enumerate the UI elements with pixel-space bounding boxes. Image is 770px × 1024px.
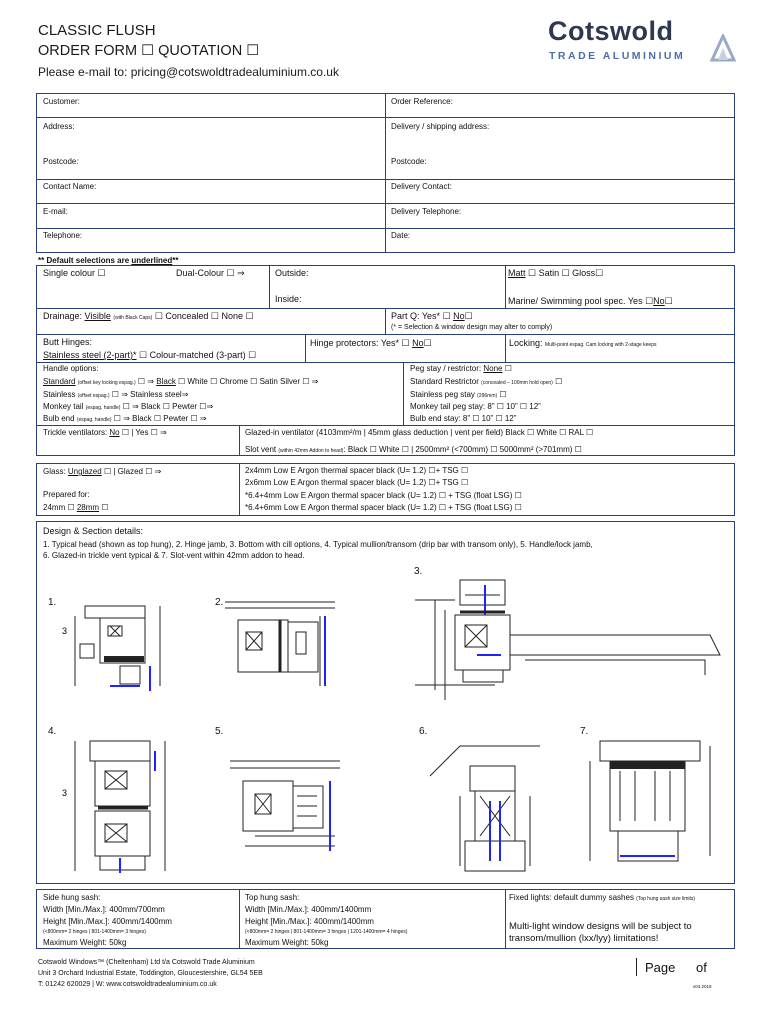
delivery-address-field[interactable]: Delivery / shipping address:	[391, 122, 490, 131]
marine-spec-option[interactable]: Marine/ Swimming pool spec. Yes ☐No☐	[508, 296, 673, 306]
design-caption-line-1: 1. Typical head (shown as top hung), 2. Hinge jamb, 3. Bottom with cill options, 4. Typical mullion/transom (drip bar with transom only), 5. Handle/lock jamb,	[43, 540, 593, 549]
delivery-postcode-field[interactable]: Postcode:	[391, 157, 427, 166]
peg-stay-title[interactable]: Peg stay / restrictor: None ☐	[410, 364, 512, 373]
section-drawing-bottom-cill	[405, 575, 725, 705]
design-section-title: Design & Section details:	[43, 526, 144, 536]
version-label: v04.2018	[693, 984, 712, 989]
page-of-label: of	[696, 960, 707, 975]
side-hung-weight: Maximum Weight: 50kg	[43, 938, 127, 947]
side-hung-hinges: (<800mm= 2 hinges | 801-1400mm= 3 hinges)	[43, 929, 146, 935]
handle-bulb-end-option[interactable]: Bulb end (espag. handle) ☐ ⇒ Black ☐ Pewter ☐ ⇒	[43, 414, 207, 423]
butt-hinges-options[interactable]: Stainless steel (2-part)* ☐ Colour-matched (3-part) ☐	[43, 350, 257, 360]
logo-tagline: TRADE ALUMINIUM	[549, 50, 686, 62]
email-field[interactable]: E-mail:	[43, 207, 68, 216]
dual-colour-option[interactable]: Dual-Colour ☐ ⇒	[176, 268, 245, 278]
top-hung-hinges: (<800mm= 2 hinges | 801-1400mm= 3 hinges | 1201-1400mm= 4 hinges)	[245, 929, 408, 935]
multi-light-warning: Multi-light window designs will be subject to transom/mullion (lxx/lyy) limitations!	[509, 921, 692, 944]
prepared-for-label: Prepared for:	[43, 490, 90, 499]
section-drawing-lock-jamb	[225, 736, 350, 876]
section-number: 2.	[215, 597, 224, 608]
glass-option[interactable]: 2x4mm Low E Argon thermal spacer black (U= 1.2) ☐+ TSG ☐	[245, 466, 469, 475]
slot-vent-option[interactable]: Slot vent (within 42mm Addon to head): Black ☐ White ☐ | 2500mm² (<700mm) ☐ 5000mm² (>701mm) ☐	[245, 445, 582, 454]
handle-options-title: Handle options:	[43, 364, 99, 373]
stainless-peg-stay-option[interactable]: Stainless peg stay (296mm) ☐	[410, 390, 507, 399]
svg-text:3: 3	[62, 626, 68, 636]
section-drawing-mullion	[60, 736, 185, 876]
delivery-contact-field[interactable]: Delivery Contact:	[391, 182, 452, 191]
fixed-lights-note: Fixed lights: default dummy sashes (Top hung sash size limits)	[509, 893, 696, 902]
order-reference-field[interactable]: Order Reference:	[391, 97, 453, 106]
glass-option[interactable]: *6.4+6mm Low E Argon thermal spacer black (U= 1.2) ☐ + TSG (float LSG) ☐	[245, 503, 522, 512]
section-number: 5.	[215, 726, 224, 737]
side-hung-title: Side hung sash:	[43, 893, 101, 902]
inside-colour-field[interactable]: Inside:	[275, 294, 302, 304]
page-title: CLASSIC FLUSH	[38, 22, 156, 39]
footer-company: Cotswold Windows™ (Cheltenham) Ltd t/a Cotswold Trade Aluminium	[38, 959, 255, 966]
form-type[interactable]: ORDER FORM ☐ QUOTATION ☐	[38, 43, 260, 59]
section-number: 1.	[48, 597, 57, 608]
svg-text:3: 3	[62, 788, 68, 798]
locking-info: Locking: Multi-point espag. Cam locking with 2-stage keeps	[509, 338, 657, 348]
handle-monkey-tail-option[interactable]: Monkey tail (espag. handle) ☐ ⇒ Black ☐ Pewter ☐⇒	[43, 402, 214, 411]
side-hung-width: Width [Min./Max.]: 400mm/700mm	[43, 905, 165, 914]
glass-options[interactable]: Glass: Unglazed ☐ | Glazed ☐ ⇒	[43, 467, 162, 476]
trickle-ventilators-option[interactable]: Trickle ventilators: No ☐ | Yes ☐ ⇒	[43, 428, 167, 437]
top-hung-width: Width [Min./Max.]: 400mm/1400mm	[245, 905, 372, 914]
design-caption-line-2: 6. Glazed-in trickle vent typical & 7. Slot-vent within 42mm addon to head.	[43, 551, 305, 560]
page-label: Page	[645, 960, 676, 975]
section-number: 7.	[580, 726, 589, 737]
section-number: 6.	[419, 726, 428, 737]
email-instruction: Please e-mail to: pricing@cotswoldtradealuminium.co.uk	[38, 65, 339, 79]
finish-options[interactable]: Matt ☐ Satin ☐ Gloss☐	[508, 268, 604, 278]
date-field[interactable]: Date:	[391, 231, 411, 240]
outside-colour-field[interactable]: Outside:	[275, 268, 309, 278]
postcode-field[interactable]: Postcode:	[43, 157, 79, 166]
section-number: 4.	[48, 726, 57, 737]
glass-thickness-options[interactable]: 24mm ☐ 28mm ☐	[43, 503, 109, 512]
glass-option[interactable]: 2x6mm Low E Argon thermal spacer black (U= 1.2) ☐+ TSG ☐	[245, 478, 469, 487]
drainage-options[interactable]: Drainage: Visible (with Black Caps) ☐ Concealed ☐ None ☐	[43, 311, 254, 321]
top-hung-weight: Maximum Weight: 50kg	[245, 938, 329, 947]
top-hung-title: Top hung sash:	[245, 893, 300, 902]
footer-address: Unit 3 Orchard Industrial Estate, Toddington, Gloucestershire, GL54 5EB	[38, 970, 263, 977]
part-q-option[interactable]: Part Q: Yes* ☐ No☐	[391, 311, 473, 321]
section-drawing-slot-vent	[580, 736, 720, 876]
standard-restrictor-option[interactable]: Standard Restrictor (concealed – 100mm hold open) ☐	[410, 377, 563, 386]
butt-hinges-label: Butt Hinges:	[43, 337, 93, 347]
side-hung-height: Height [Min./Max.]: 400mm/1400mm	[43, 917, 172, 926]
handle-standard-option[interactable]: Standard (offset key locking espag.) ☐ ⇒ Black ☐ White ☐ Chrome ☐ Satin Silver ☐ ⇒	[43, 377, 319, 386]
default-selections-note: ** Default selections are underlined**	[38, 256, 179, 265]
delivery-telephone-field[interactable]: Delivery Telephone:	[391, 207, 462, 216]
glass-option[interactable]: *6.4+4mm Low E Argon thermal spacer black (U= 1.2) ☐ + TSG (float LSG) ☐	[245, 491, 522, 500]
section-drawing-hinge-jamb	[220, 596, 345, 696]
hinge-protectors-option[interactable]: Hinge protectors: Yes* ☐ No☐	[310, 338, 432, 348]
address-field[interactable]: Address:	[43, 122, 75, 131]
customer-field[interactable]: Customer:	[43, 97, 80, 106]
handle-stainless-option[interactable]: Stainless (offset espag.) ☐ ⇒ Stainless steel⇒	[43, 390, 189, 399]
telephone-field[interactable]: Telephone:	[43, 231, 83, 240]
glazed-in-ventilator-option[interactable]: Glazed-in ventilator (4103mm²/m | 45mm glass deduction | vent per field) Black ☐ White ☐ RAL ☐	[245, 428, 594, 437]
logo-mark-icon	[708, 34, 738, 64]
single-colour-option[interactable]: Single colour ☐	[43, 268, 106, 278]
top-hung-height: Height [Min./Max.]: 400mm/1400mm	[245, 917, 374, 926]
section-drawing-head	[60, 596, 185, 696]
footer-contact: T: 01242 620029 | W: www.cotswoldtradealuminium.co.uk	[38, 981, 217, 988]
logo-name: Cotswold	[548, 16, 674, 46]
section-drawing-trickle-vent	[420, 736, 570, 876]
section-number: 3.	[414, 566, 423, 577]
contact-name-field[interactable]: Contact Name:	[43, 182, 97, 191]
bulb-end-stay-option[interactable]: Bulb end stay: 8” ☐ 10” ☐ 12”	[410, 414, 517, 423]
monkey-tail-peg-stay-option[interactable]: Monkey tail peg stay: 8” ☐ 10” ☐ 12”	[410, 402, 541, 411]
part-q-note: (* = Selection & window design may alter to comply)	[391, 324, 553, 331]
company-logo	[548, 16, 738, 68]
